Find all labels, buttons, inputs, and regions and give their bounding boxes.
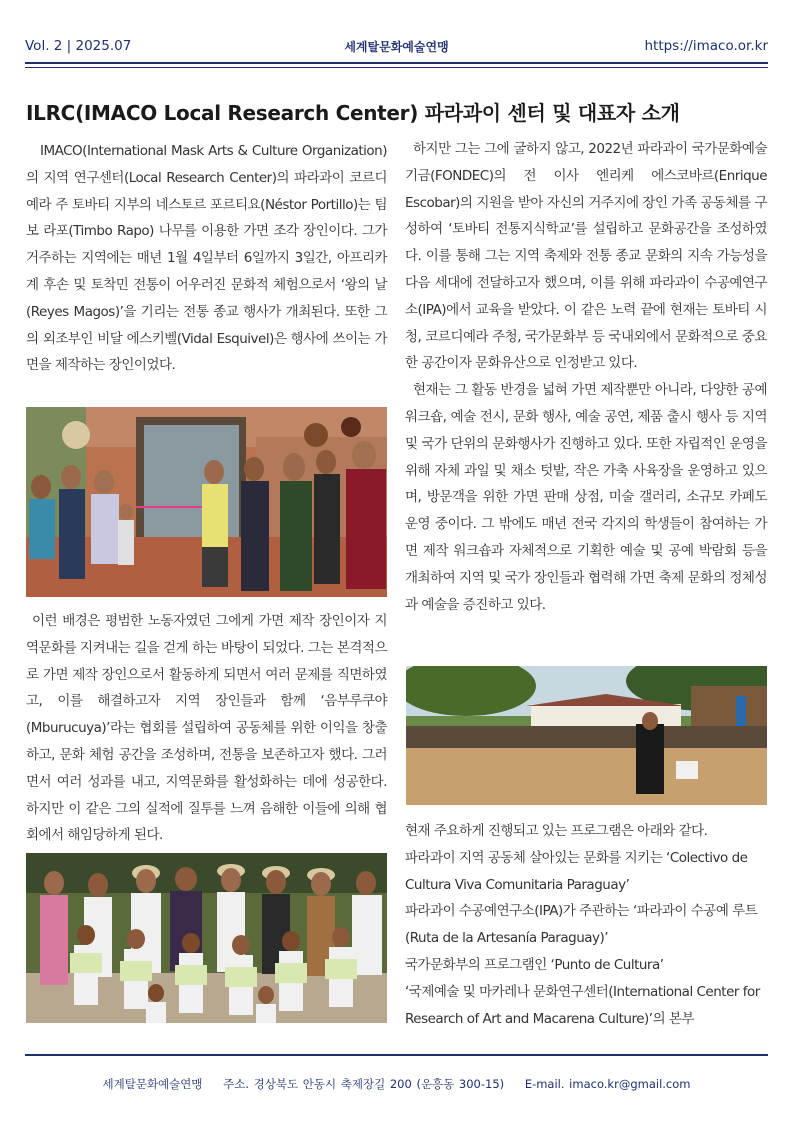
outdoor-gathering-photo (406, 666, 767, 805)
footer-email-link[interactable]: E-mail. imaco.kr@gmail.com (524, 1077, 691, 1091)
students-certificates-photo (26, 853, 387, 1023)
ribbon-cutting-photo (26, 407, 387, 597)
footer-address: 주소. 경상북도 안동시 축제장길 200 (운흥동 300-15) (223, 1077, 505, 1091)
left-column-middle (26, 608, 387, 849)
footer-org-name: 세계탈문화예술연맹 (102, 1077, 203, 1091)
header-org-name: 세계탈문화예술연맹 (344, 40, 449, 54)
article-title: ILRC(IMACO Local Research Center) 파라과이 센터 및 대표자 소개 (26, 101, 680, 125)
header-rule-thick (25, 62, 768, 64)
paragraph-1: IMACO(International Mask Arts & Culture Organization)의 지역 연구센터(Local Research Center)의 파라과이 코르디예라 주 토바티 지부의 네스토르 포르티요(Néstor Portillo)는 팀보 라포(Timbo Rapo) 나무를 이용한 가면 조각 장인이다. 그가 거주하는 지역에는 매년 1월 4일부터 6일까지 3일간, 아프리카계 후손 및 토착민 전통이 어우러진 문화적 체험으로서 ‘왕의 날(Reyes Magos)’을 기리는 전통 종교 행사가 개최된다. 또한 그의 외조부인 비달 에스키벨(Vidal Esquivel)은 행사에 쓰이는 가면을 제작하는 장인이었다. (26, 143, 387, 374)
page-footer (0, 1076, 793, 1092)
paragraph-3: 하지만 그는 그에 굴하지 않고, 2022년 파라과이 국가문화예술기금(FONDEC)의 전 이사 엔리케 에스코바르(Enrique Escobar)의 지원을 받아 자신의 거주지에 장인 가족 공동체를 구성하여 ‘토바티 전통지식학교’를 설립하고 문화공간을 조성하였다. 이를 통해 그는 지역 축제와 전통 종교 문화의 지속 가능성을 다음 세대에 전달하고자 했으며, 이를 위해 파라과이 수공예연구소(IPA)에서 교육을 받았다. 이 같은 노력 끝에 현재는 토바티 시청, 코르디예라 주청, 국가문화부 등 국내외에서 문화적으로 중요한 공간이자 문화유산으로 인정받고 있다. (405, 141, 767, 372)
programs-intro: 현재 주요하게 진행되고 있는 프로그램은 아래와 같다. (405, 823, 708, 839)
right-column-top (405, 136, 767, 618)
page-header (25, 34, 768, 58)
volume-date: Vol. 2 | 2025.07 (25, 38, 132, 54)
paragraph-4: 현재는 그 활동 반경을 넓혀 가면 제작뿐만 아니라, 다양한 공예 워크숍, 예술 전시, 문화 행사, 예술 공연, 제품 출시 행사 등 지역 및 국가 단위의 문화행사가 진행하고 있다. 또한 자립적인 운영을 위해 자체 과일 및 채소 텃밭, 작은 가축 사육장을 운영하고 있으며, 방문객을 위한 가면 판매 상점, 미술 갤러리, 소규모 카페도 운영 중이다. 그 밖에도 매년 전국 각지의 학생들이 참여하는 가면 제작 워크숍과 자체적으로 기획한 예술 및 공예 박람회 등을 개최하여 지역 및 국가 장인들과 협력해 가면 축제 문화의 정체성과 예술을 증진하고 있다. (405, 382, 767, 613)
program-item: 파라과이 지역 공동체 살아있는 문화를 지키는 ‘Colectivo de Cultura Viva Comunitaria Paraguay’ (405, 849, 748, 893)
header-rule-thin (25, 67, 768, 68)
program-item: ‘국제예술 및 마카레나 문화연구센터(International Center for Research of Art and Macarena Culture)’의 본부 (405, 983, 760, 1027)
header-url-link[interactable]: https://imaco.or.kr (644, 38, 768, 54)
footer-rule (25, 1054, 768, 1056)
programs-section (405, 818, 767, 1032)
program-item: 국가문화부의 프로그램인 ‘Punto de Cultura’ (405, 956, 664, 973)
program-item: 파라과이 수공예연구소(IPA)가 주관하는 ‘파라과이 수공예 루트(Ruta de la Artesanía Paraguay)’ (405, 903, 758, 947)
paragraph-2: 이런 배경은 평범한 노동자였던 그에게 가면 제작 장인이자 지역문화를 지켜내는 길을 걷게 하는 바탕이 되었다. 그는 본격적으로 가면 제작 장인으로서 활동하게 되면서 여러 문제를 직면하였고, 이를 해결하고자 지역 장인들과 함께 ‘음부루쿠야(Mburucuya)’라는 협회를 설립하여 공동체를 위한 이익을 창출하고, 문화 체험 공간을 조성하며, 전통을 보존하고자 했다. 그러면서 여러 성과를 내고, 지역문화를 활성화하는 데에 성공한다. 하지만 이 같은 그의 실적에 질투를 느껴 음해한 이들에 의해 협회에서 해임당하게 된다. (26, 613, 387, 844)
left-column-top (26, 138, 387, 379)
